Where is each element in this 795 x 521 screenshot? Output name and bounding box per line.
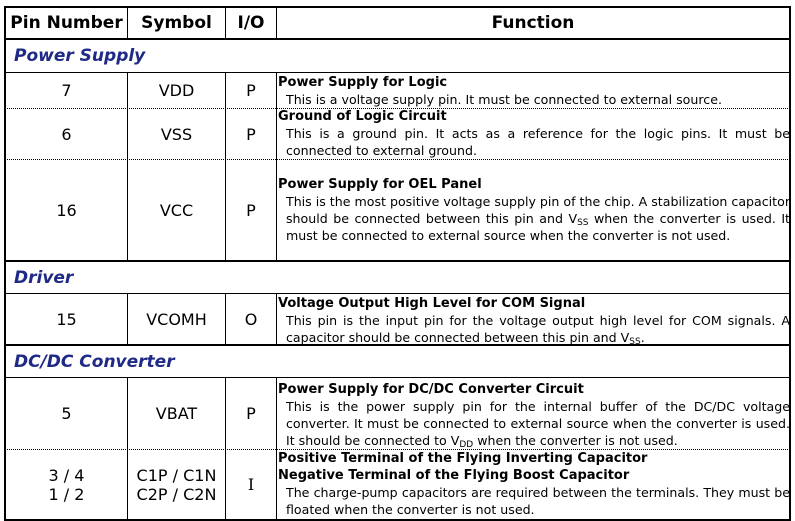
function-vcc	[278, 176, 790, 244]
pin-number-vdd: 7	[61, 81, 72, 100]
symbol-line: C1P / C1N	[136, 465, 217, 485]
section-title-power-supply: Power Supply	[14, 46, 146, 66]
function-title: Power Supply for Logic	[278, 75, 448, 90]
symbol-vbat: VBAT	[155, 404, 198, 423]
io-vdd: P	[246, 81, 256, 100]
pin-number-vbat: 5	[61, 404, 72, 423]
function-title: Power Supply for DC/DC Converter Circuit	[278, 382, 584, 397]
function-description: This is a voltage supply pin. It must be connected to external source.	[286, 92, 722, 107]
function-description: This pin is the input pin for the voltage output high level for COM signals. A capacitor should be connected between this pin and $V_{SS}$.	[286, 313, 790, 346]
column-divider	[276, 293, 277, 345]
section-title-dcdc-converter: DC/DC Converter	[14, 352, 175, 372]
symbol-vss: VSS	[160, 124, 193, 144]
function-description: The charge-pump capacitors are required between the terminals. They must be floated when the converter is not used.	[286, 485, 790, 517]
io-vss: P	[246, 124, 256, 144]
function-title: Ground of Logic Circuit	[278, 109, 447, 124]
pin-number-vss: 6	[61, 124, 72, 144]
function-description: This is the most positive voltage supply pin of the chip. A stabilization capacitor should be connected between this pin and $V_{SS}$ when the converter is used. It must be connected to external source when the converter is not used.	[286, 194, 790, 243]
io-vcc: P	[246, 200, 256, 220]
header-pin-number: Pin Number	[10, 12, 123, 33]
function-title: Positive Terminal of the Flying Inverting Capacitor	[278, 451, 648, 466]
header-bottom-border	[4, 38, 790, 40]
function-vdd	[278, 74, 790, 108]
symbol-vdd: VDD	[158, 81, 195, 100]
section-title-driver: Driver	[14, 268, 74, 288]
header-function: Function	[491, 12, 575, 33]
symbol-line: C2P / C2N	[136, 484, 217, 504]
function-title: Negative Terminal of the Flying Boost Capacitor	[278, 468, 630, 483]
header-symbol: Symbol	[141, 12, 212, 33]
function-vss	[278, 108, 790, 159]
pin-number-vcomh: 15	[56, 309, 77, 329]
header-io: I/O	[237, 12, 265, 33]
pin-number-vcc: 16	[56, 200, 77, 220]
column-divider	[276, 72, 277, 261]
function-title: Voltage Output High Level for COM Signal	[278, 296, 586, 311]
function-description: This is a ground pin. It acts as a reference for the logic pins. It must be connected to external ground.	[286, 126, 790, 158]
pin-description-table	[4, 6, 792, 521]
pin-number-capacitors	[6, 450, 127, 519]
function-vbat	[278, 381, 790, 449]
column-divider	[276, 377, 277, 520]
pin-number-line: 1 / 2	[48, 484, 85, 504]
symbol-vcc: VCC	[159, 200, 194, 220]
function-vcomh	[278, 295, 790, 346]
symbol-capacitors	[128, 450, 225, 519]
function-capacitors	[278, 450, 790, 518]
section-divider-driver	[4, 260, 790, 262]
io-capacitors: I	[247, 475, 255, 494]
function-description: This is the power supply pin for the internal buffer of the DC/DC voltage converter. It must be connected to external source when the converter is used. It should be connected to $V_{DD}$ when the converter is not used.	[286, 399, 790, 449]
symbol-vcomh: VCOMH	[146, 309, 207, 329]
io-vcomh: O	[244, 309, 258, 329]
function-title: Power Supply for OEL Panel	[278, 177, 482, 192]
io-vbat: P	[246, 404, 256, 423]
pin-number-line: 3 / 4	[48, 465, 85, 485]
